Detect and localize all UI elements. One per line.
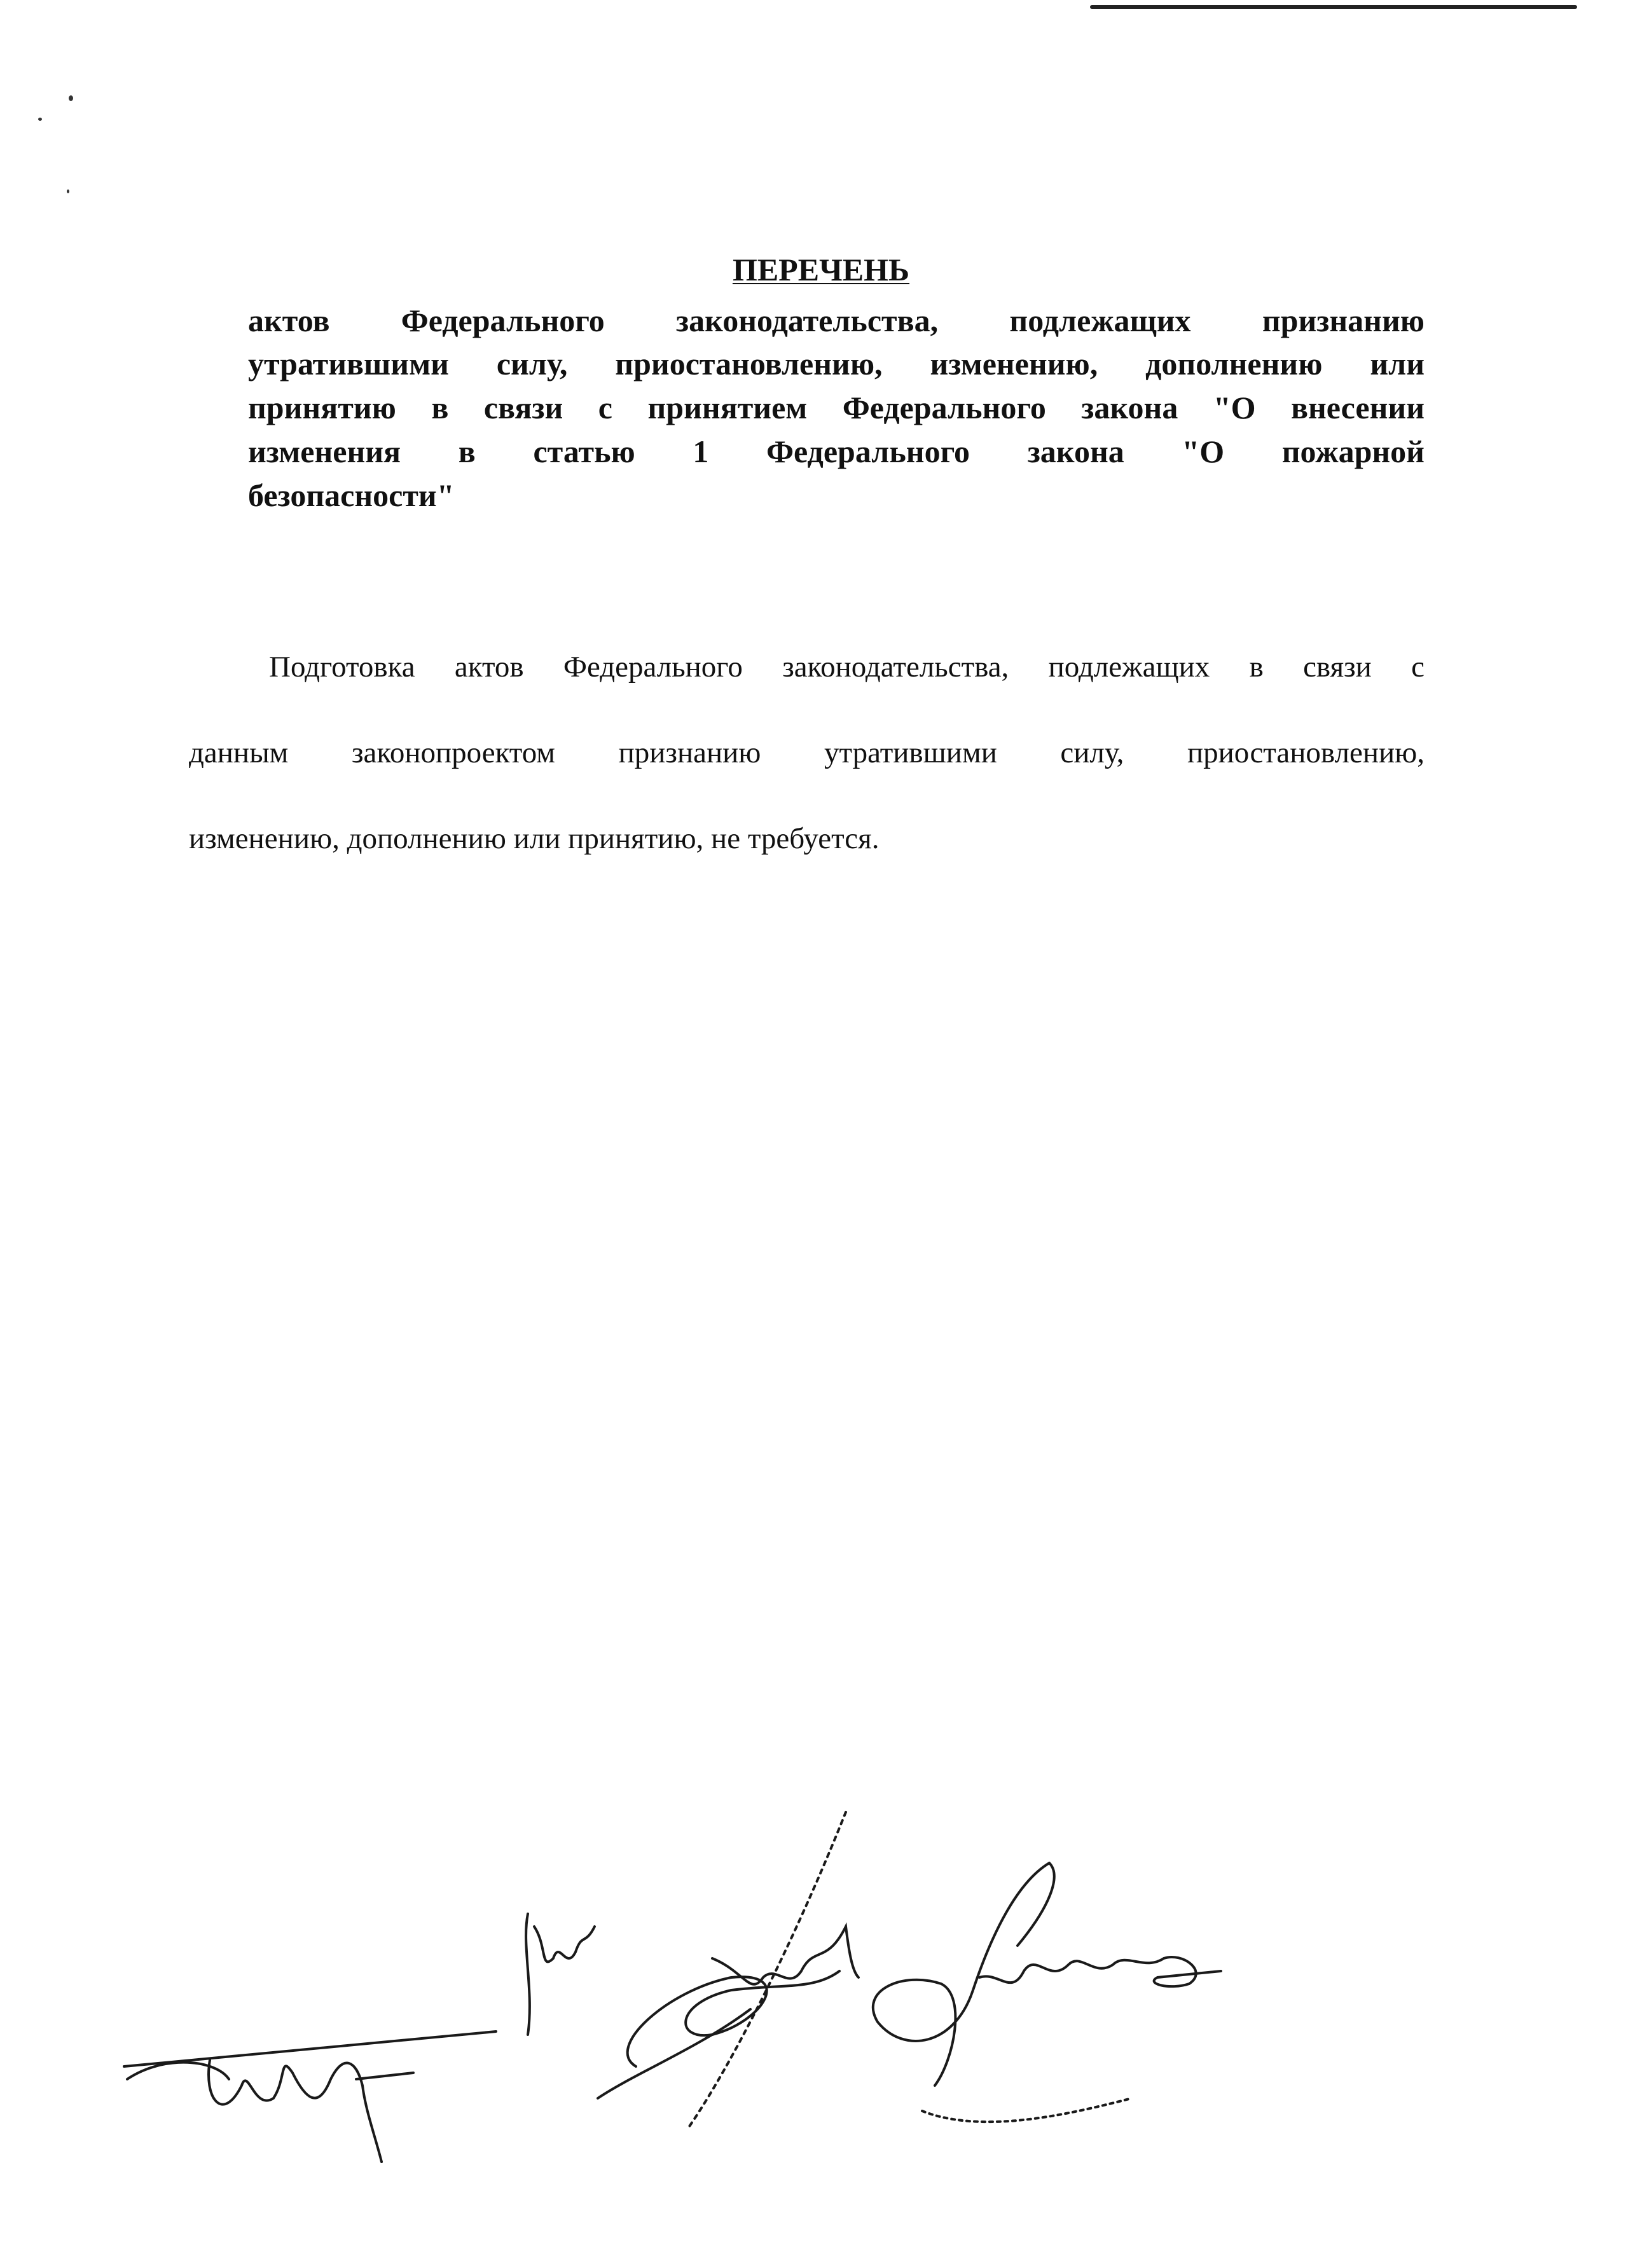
scan-speck: [38, 118, 42, 121]
body-line: данным законопроектом признанию утратившими силу, приостановлению,: [189, 736, 1425, 769]
heading-line: безопасности": [248, 478, 455, 513]
body-line: изменению, дополнению или принятию, не требуется.: [189, 822, 880, 855]
signature-4: [873, 1863, 1221, 2122]
heading-line: принятию в связи с принятием Федерального закона "О внесении: [248, 390, 1425, 425]
signature-2: [526, 1914, 595, 2035]
heading-line: изменения в статью 1 Федерального закона "О пожарной: [248, 434, 1425, 469]
document-title: ПЕРЕЧЕНЬ: [732, 252, 910, 287]
heading-line: утратившими силу, приостановлению, изменению, дополнению или: [248, 346, 1425, 381]
signatures: [0, 1780, 1642, 2194]
scan-speck: [69, 95, 73, 101]
signature-3: [598, 1812, 859, 2130]
heading-line: актов Федерального законодательства, подлежащих признанию: [248, 303, 1425, 338]
body-line: Подготовка актов Федерального законодательства, подлежащих в связи с: [269, 650, 1425, 684]
scan-speck: [67, 189, 69, 193]
scan-edge-line: [1090, 5, 1577, 9]
signature-1: [124, 2031, 496, 2162]
